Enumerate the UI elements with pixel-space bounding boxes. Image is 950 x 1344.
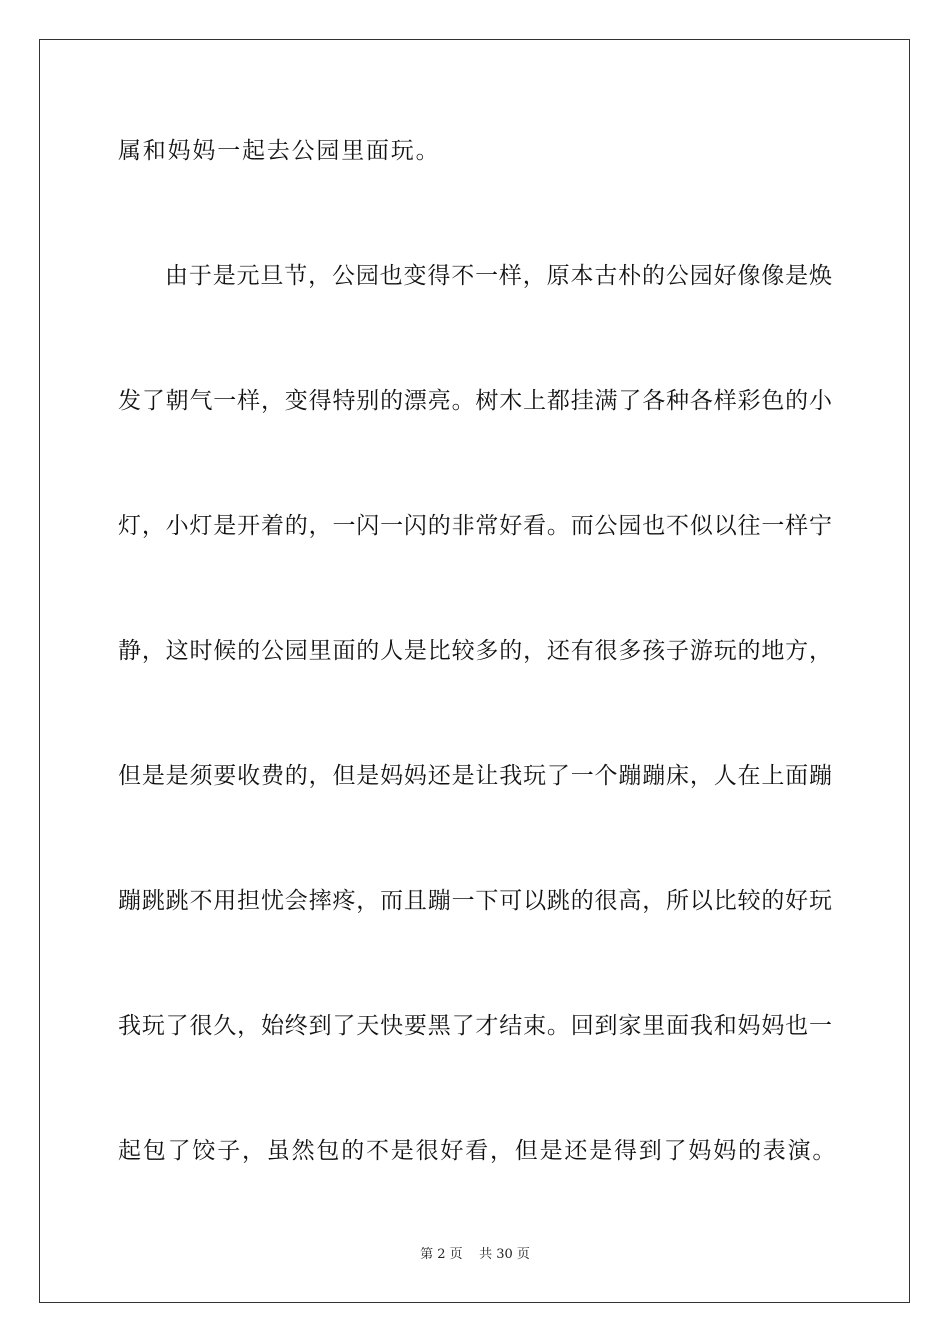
- page-number-footer: 第 2 页 共 30 页: [420, 1247, 530, 1262]
- page-border: [39, 39, 910, 1303]
- text-line: 我玩了很久，始终到了天快要黑了才结束。回到家里面我和妈妈也一: [118, 1013, 832, 1039]
- text-line: 属和妈妈一起去公园里面玩。: [118, 138, 441, 164]
- text-line: 发了朝气一样，变得特别的漂亮。树木上都挂满了各种各样彩色的小: [118, 388, 832, 414]
- text-line: 静，这时候的公园里面的人是比较多的，还有很多孩子游玩的地方，: [118, 638, 832, 664]
- text-line: 但是是须要收费的，但是妈妈还是让我玩了一个蹦蹦床，人在上面蹦: [118, 763, 832, 789]
- text-line: 起包了饺子，虽然包的不是很好看，但是还是得到了妈妈的表演。: [118, 1138, 838, 1164]
- paragraph-start-line: 由于是元旦节，公园也变得不一样，原本古朴的公园好像像是焕: [165, 263, 832, 289]
- text-line: 蹦跳跳不用担忧会摔疼，而且蹦一下可以跳的很高，所以比较的好玩: [118, 888, 832, 914]
- text-line: 灯，小灯是开着的，一闪一闪的非常好看。而公园也不似以往一样宁: [118, 513, 832, 539]
